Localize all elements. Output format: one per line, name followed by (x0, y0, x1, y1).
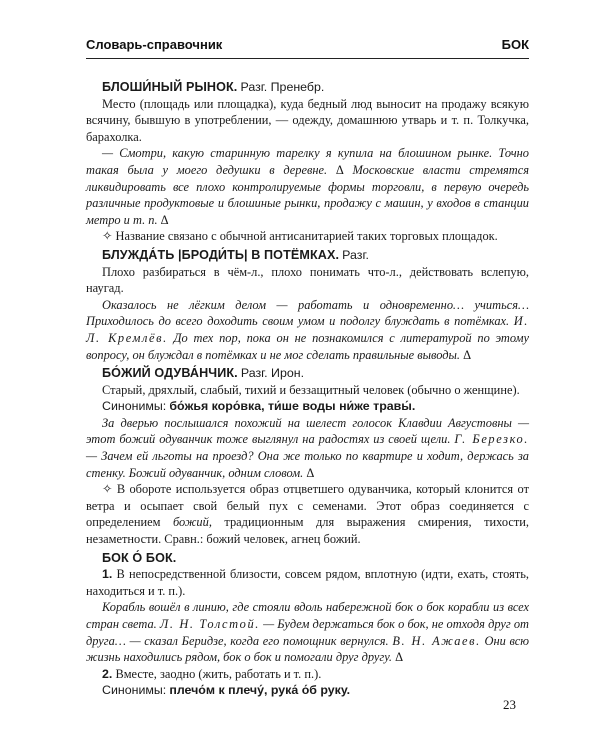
synonyms-label: Синонимы: (102, 399, 167, 414)
note-text: В обороте используется образ отцветшего одуванчика, который клонится от ветра и осыпает свой белый пух с семенами. Этот образ соединяется с определением (86, 482, 529, 530)
entry-bok (86, 550, 529, 567)
page-body (86, 77, 529, 699)
synonyms-values: плечо́м к плечу́, рука́ о́б руку. (169, 683, 351, 698)
definition: Плохо разбираться в чём-л., плохо понимать что-л., действовать вслепую, наугад. (86, 264, 529, 296)
diamond-icon: ✧ (102, 482, 113, 497)
note-text: традиционным для выражения смирения, тихости, незаметности. Сравн.: божий человек, агнец божий. (86, 515, 530, 547)
diamond-icon: ✧ (102, 229, 113, 244)
author-credit: Г. Березко. (454, 432, 529, 447)
example-text: — Зачем ей льготы на проезд? Она же только по квартире и ходит, держась за стенку. Божий одуванчик, одним словом. (86, 449, 529, 480)
example-text: Они всю жизнь находились рядом, бок о бок и помогали друг другу. (86, 633, 529, 665)
synonyms-line (86, 398, 529, 415)
note-text: Название связано с обычной антисанитарией таких торговых площадок. (115, 229, 498, 244)
definition: Место (площадь или площадка), куда бедный люд выносит на продажу всякую всячину, бывшую в употреблении, — одежду, домашнюю утварь и т. п. Толкучка, барахолка. (86, 96, 529, 144)
example-text: — Будем держаться бок о бок, не отходя друг от друга… — сказал Беридзе, когда его помощник вернулся. (86, 617, 529, 648)
example-text: Корабль вошёл в линию, где стояли вдоль набережной бок о бок корабли из всех стран света. (86, 600, 529, 631)
triangle-icon: Δ (306, 465, 315, 480)
triangle-icon: Δ (395, 650, 404, 665)
example-paragraph (86, 599, 529, 665)
author-credit: В. Н. Ажаев. (392, 633, 481, 648)
page-number: 23 (503, 697, 516, 712)
sense-number: 2. (102, 666, 113, 681)
sense-2 (86, 666, 529, 683)
note-paragraph (86, 481, 529, 547)
example-text: Оказалось не лёгким делом — работать и одновременно… учиться… Приходилось до всего доходить своим умом и подолгу блуждать в потёмках. (86, 297, 529, 329)
entry-bluzh (86, 247, 529, 264)
headword: БЛУЖДА́ТЬ |БРОДИ́ТЬ| В ПОТЁМКАХ. (102, 247, 340, 262)
example-text: Московские власти стремятся ликвидировать все плохо контролируемые формы торговли, в первую очередь различные продуктовые и блошиные рынки, продажу с машин, у входов в станции метро и т. п. (86, 162, 529, 227)
running-head-title: Словарь-справочник (86, 37, 223, 52)
headword: БЛОШИ́НЫЙ РЫНОК. (102, 80, 238, 94)
sense-text: В непосредственной близости, совсем рядом, вплотную (идти, ехать, стоять, находиться и т. п.). (86, 567, 529, 598)
sense-text: Вместе, заодно (жить, работать и т. п.). (115, 666, 322, 681)
headword: БО́ЖИЙ ОДУВА́НЧИК. (102, 366, 238, 381)
usage-label: Разг. (342, 247, 369, 262)
running-head (86, 34, 529, 59)
example-text: До тех пор, пока он не познакомился с литературой по этому вопросу, он блуждал в потёмках и не мог сделать правильные выводы. (86, 330, 529, 362)
headword: БОК О́ БОК. (102, 550, 177, 565)
entry-bozh (86, 365, 529, 382)
author-credit: И. Л. Кремлёв. (86, 314, 529, 345)
definition: Старый, дряхлый, слабый, тихий и беззащитный человек (обычно о женщине). (102, 382, 520, 397)
usage-label: Разг. Пренебр. (240, 80, 325, 94)
sense-1 (86, 566, 529, 599)
synonyms-label: Синонимы: (102, 683, 167, 698)
example-paragraph (86, 415, 529, 481)
example-paragraph (86, 297, 529, 363)
triangle-icon: Δ (160, 212, 169, 227)
triangle-icon: Δ (335, 162, 344, 177)
sense-number: 1. (102, 567, 113, 582)
running-head-keyword: БОК (501, 37, 529, 52)
example-text: За дверью послышался похожий на шелест голосок Клавдии Августовны — этот божий одуванчик тоже выглянул на радостях из своей щели. (86, 415, 529, 447)
example-text: — Смотри, какую старинную тарелку я купила на блошином рынке. Точно такая была у моего дедушки в деревне. (86, 146, 529, 177)
note-paragraph (86, 228, 529, 245)
example-paragraph (86, 145, 529, 228)
synonyms-values: бо́жья коро́вка, ти́ше воды ни́же травы́. (169, 399, 416, 414)
author-credit: Л. Н. Толстой. (159, 617, 260, 631)
entry-blosh (86, 79, 529, 96)
synonyms-line (86, 682, 529, 699)
usage-label: Разг. Ирон. (240, 366, 305, 381)
triangle-icon: Δ (463, 347, 472, 362)
note-emphasis: божий, (172, 515, 212, 530)
